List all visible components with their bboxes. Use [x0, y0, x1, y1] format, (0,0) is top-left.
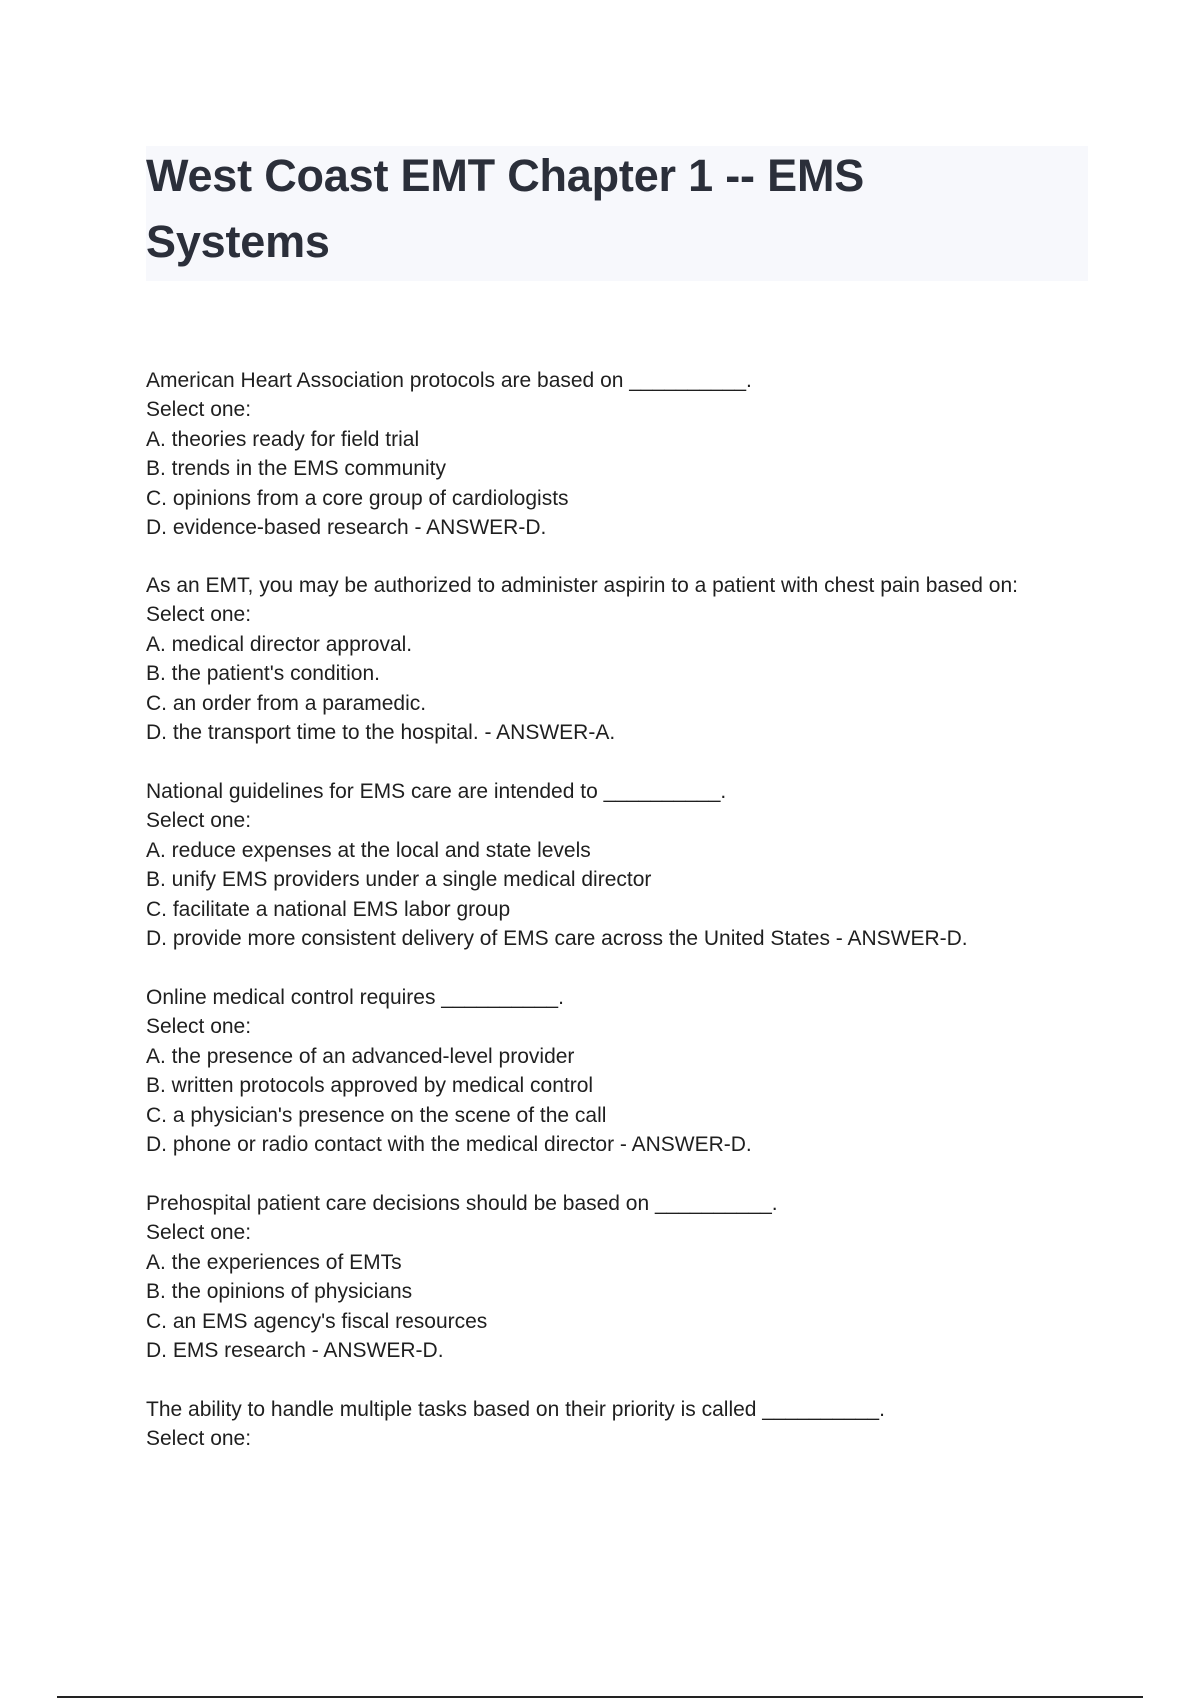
answer-option-c: C. opinions from a core group of cardiologists — [146, 486, 569, 510]
question-text: American Heart Association protocols are based on __________. — [146, 369, 752, 392]
select-prompt: Select one: — [146, 809, 252, 833]
answer-option-d: D. evidence-based research - ANSWER-D. — [146, 515, 547, 539]
question-block-2 — [146, 571, 1146, 747]
answer-option-d: D. the transport time to the hospital. - ANSWER-A. — [146, 720, 616, 744]
answer-option-b: B. written protocols approved by medical control — [146, 1074, 594, 1098]
answer-option-d: D. EMS research - ANSWER-D. — [146, 1338, 444, 1362]
select-prompt: Select one: — [146, 1427, 252, 1451]
question-block-4 — [146, 983, 1146, 1159]
answer-option-a: A. the experiences of EMTs — [146, 1250, 402, 1274]
answer-option-a: A. medical director approval. — [146, 632, 413, 656]
answer-option-d: D. phone or radio contact with the medical director - ANSWER-D. — [146, 1132, 752, 1156]
answer-option-b: B. the patient's condition. — [146, 662, 380, 686]
question-text: As an EMT, you may be authorized to administer aspirin to a patient with chest pain based on: — [146, 574, 1018, 597]
question-block-5 — [146, 1189, 1146, 1365]
answer-option-b: B. unify EMS providers under a single medical director — [146, 868, 652, 892]
answer-option-a: A. the presence of an advanced-level provider — [146, 1044, 575, 1068]
question-text: Online medical control requires __________. — [146, 986, 564, 1009]
document-title-line-1: West Coast EMT Chapter 1 -- EMS — [146, 150, 865, 201]
answer-option-a: A. reduce expenses at the local and state levels — [146, 838, 591, 862]
answer-option-a: A. theories ready for field trial — [146, 427, 420, 451]
question-text: National guidelines for EMS care are intended to __________. — [146, 780, 727, 803]
question-text: The ability to handle multiple tasks based on their priority is called __________. — [146, 1398, 885, 1421]
question-text: Prehospital patient care decisions should be based on __________. — [146, 1192, 778, 1215]
answer-option-b: B. trends in the EMS community — [146, 457, 446, 481]
question-block-1 — [146, 366, 1146, 542]
answer-option-c: C. an EMS agency's fiscal resources — [146, 1309, 488, 1333]
question-block-3 — [146, 777, 1146, 953]
select-prompt: Select one: — [146, 603, 252, 627]
answer-option-c: C. facilitate a national EMS labor group — [146, 897, 511, 921]
document-title-block — [146, 146, 1088, 281]
select-prompt: Select one: — [146, 398, 252, 422]
answer-option-c: C. an order from a paramedic. — [146, 691, 427, 715]
answer-option-b: B. the opinions of physicians — [146, 1280, 413, 1304]
select-prompt: Select one: — [146, 1015, 252, 1039]
answer-option-c: C. a physician's presence on the scene of the call — [146, 1103, 607, 1127]
question-block-6 — [146, 1395, 1146, 1454]
select-prompt: Select one: — [146, 1221, 252, 1245]
document-title-line-2: Systems — [146, 216, 330, 267]
answer-option-d: D. provide more consistent delivery of EMS care across the United States - ANSWER-D. — [146, 926, 968, 950]
page-footer-divider — [57, 1696, 1143, 1698]
